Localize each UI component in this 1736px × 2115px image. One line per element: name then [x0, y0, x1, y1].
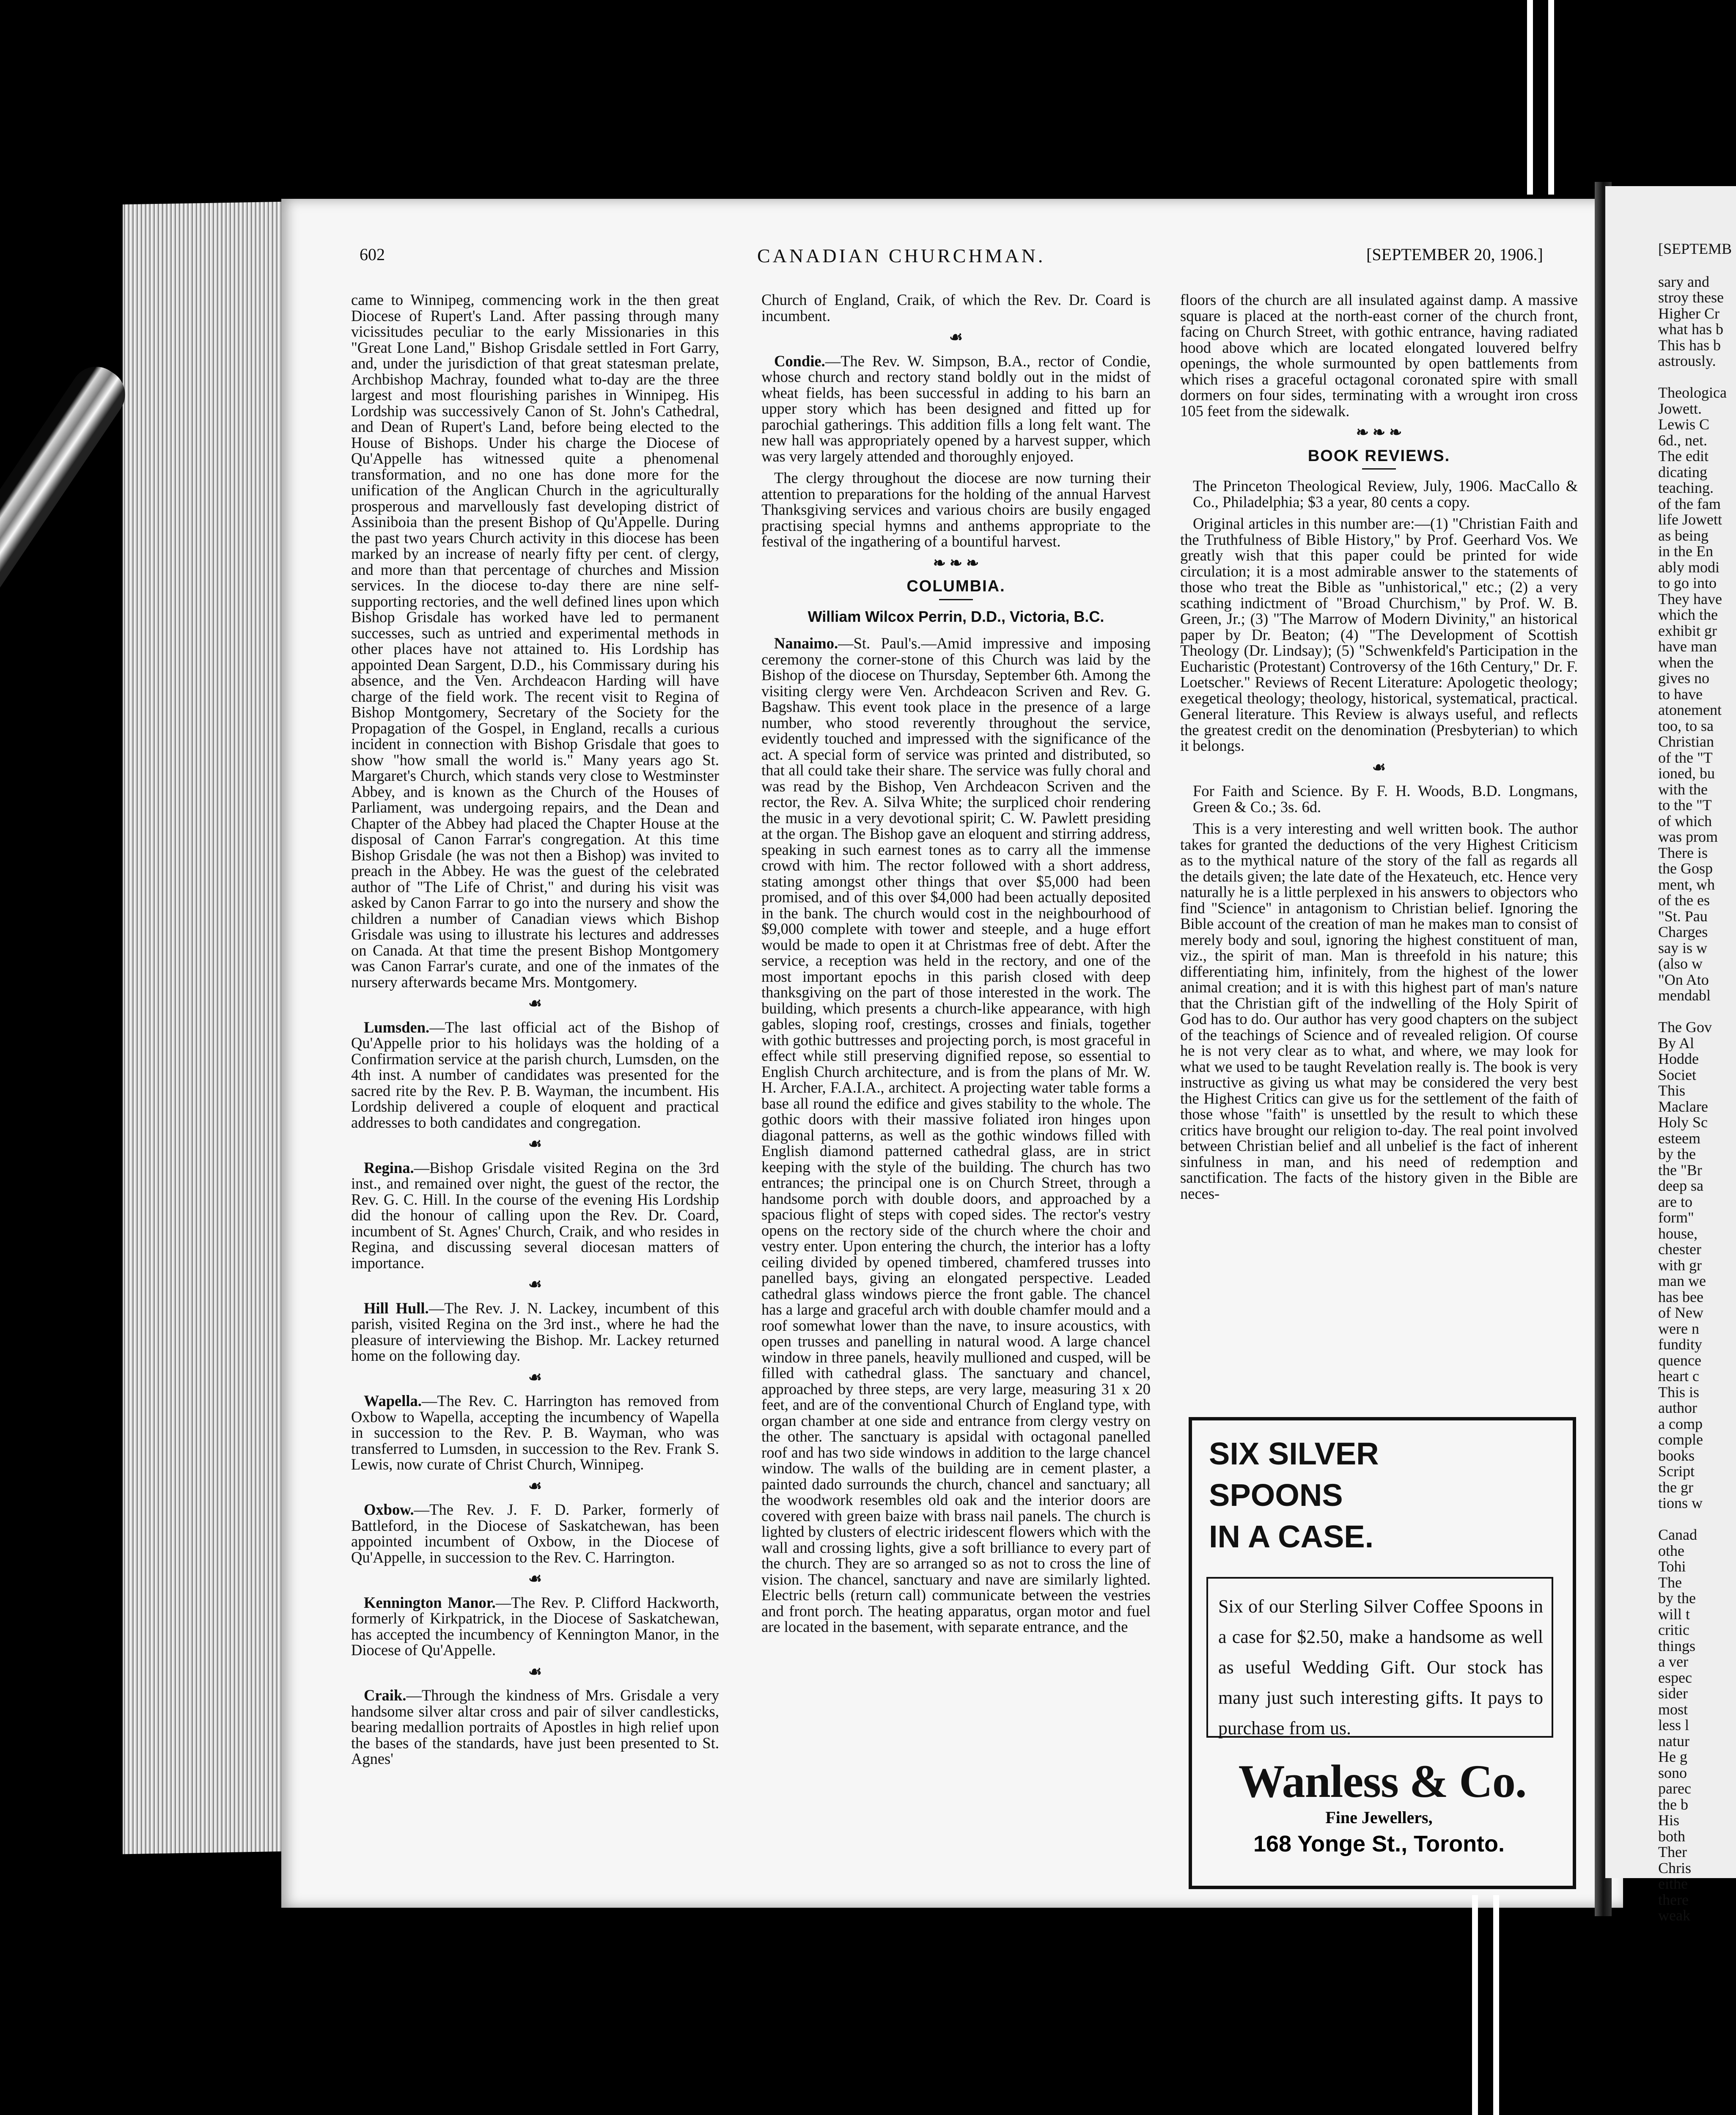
- facing-page-line: to the "T: [1658, 797, 1712, 813]
- facing-page-line: natur: [1658, 1732, 1689, 1750]
- fleuron-icon: ☙: [528, 1276, 542, 1293]
- facing-page-line: the "Br: [1658, 1161, 1702, 1178]
- ad-headline-line: SPOONS: [1209, 1478, 1343, 1513]
- facing-page-line: ment, wh: [1658, 876, 1715, 893]
- facing-page-line: Hodde: [1658, 1050, 1699, 1067]
- facing-page-line: They have: [1658, 590, 1722, 607]
- facing-page-line: with gr: [1658, 1256, 1702, 1274]
- facing-page-line: 6d., net.: [1658, 431, 1707, 449]
- facing-page-line: teaching.: [1658, 479, 1714, 496]
- facing-page-line: mendabl: [1658, 987, 1711, 1004]
- page-number: 602: [360, 245, 385, 264]
- article-paragraph: The clergy throughout the diocese are now turning their attention to preparations for the holding of the annual Harvest Thanksgiving services and various choirs are busily engaged practising special hymns and anthems appropriate to the festival of the ingathering of a bountiful harvest.: [761, 469, 1151, 550]
- facing-page-line: deep sa: [1658, 1177, 1703, 1194]
- facing-page-line: Script: [1658, 1463, 1695, 1480]
- article-paragraph: Condie.—The Rev. W. Simpson, B.A., rector of Condie, whose church and rectory stand boldly out in the midst of wheat fields, has been successful in adding to his barn an upper story which has been designed and fitted up for parochial gatherings. This addition fills a long felt want. The new hall was appropriately opened by a harvest supper, which was very largely attended and thoroughly enjoyed.: [761, 352, 1151, 465]
- article-paragraph: Regina.—Bishop Grisdale visited Regina on the 3rd inst., and remained over night, the guest of the rector, the Rev. G. C. Hill. In the course of the evening His Lordship did the honour of calling upon the Rev. Dr. Coard, incumbent of St. Agnes' Church, Craik, and who resides in Regina, and discussing several diocesan matters of importance.: [351, 1159, 719, 1272]
- divider: [1362, 468, 1396, 470]
- facing-page-line: parec: [1658, 1780, 1691, 1797]
- fleuron-icon: ☙: [528, 1570, 542, 1587]
- facing-page-line: as being: [1658, 527, 1709, 544]
- facing-page-line: (also w: [1658, 955, 1703, 972]
- facing-page-line: sider: [1658, 1685, 1688, 1702]
- facing-page-line: there: [1658, 1891, 1689, 1908]
- book-page-edges: [123, 202, 288, 1854]
- facing-page-line: the Gosp: [1658, 860, 1713, 877]
- facing-page-line: a comp: [1658, 1415, 1703, 1432]
- facing-page-line: which the: [1658, 606, 1718, 623]
- article-paragraph: Oxbow.—The Rev. J. F. D. Parker, formerly of Battleford, in the Diocese of Saskatchewan, has been appointed incumbent of Oxbow, in the Diocese of Qu'Appelle, in succession to the Rev. C. Harrington.: [351, 1501, 719, 1566]
- facing-page-line: Jowett.: [1658, 400, 1702, 417]
- facing-page-line: with the: [1658, 780, 1708, 798]
- triple-fleuron-icon: ❧ ❧ ❧: [933, 554, 979, 571]
- scanner-stripe: [1472, 1895, 1478, 2115]
- facing-page-line: were n: [1658, 1320, 1699, 1337]
- facing-page-line: author: [1658, 1399, 1697, 1416]
- pencil: [0, 357, 135, 991]
- facing-page-line: "On Ato: [1658, 971, 1709, 988]
- facing-page-line: This: [1658, 1082, 1686, 1099]
- facing-page-line: dicating: [1658, 463, 1707, 481]
- facing-page-line: most: [1658, 1700, 1688, 1718]
- facing-page-line: Ther: [1658, 1843, 1687, 1860]
- right-column: [1180, 292, 1578, 1207]
- facing-page-line: less l: [1658, 1717, 1689, 1733]
- facing-page-line: to have: [1658, 685, 1703, 703]
- facing-page-line: weak: [1658, 1907, 1690, 1924]
- article-paragraph: Nanaimo.—St. Paul's.—Amid impressive and imposing ceremony the corner-stone of this Church was laid by the Bishop of the diocese on Thursday, September 6th. Among the visiting clergy were Ven. Archdeacon Scriven and Rev. G. Bagshaw. This event took place in the presence of a large number, who stood reverently throughout the service, evidently touched and impressed with the significance of the act. A special form of service was printed and distributed, so that all could take their share. The service was fully choral and was read by the Bishop, Ven Archdeacon Scriven and the rector, the Rev. A. Silva White; the surpliced choir rendering the music in a very devotional spirit; C. W. Pawlett presiding at the organ. The Bishop gave an eloquent and stirring address, speaking in such earnest tones as to carry all the immense crowd with him. The rector followed with a short address, stating amongst other things that over $5,000 had been promised, and of this over $4,000 had been actually deposited in the bank. The church would cost in the neighbourhood of $9,000 complete with tower and steeple, and a huge effort would be made to open it at Christmas free of debt. After the service, a reception was held in the rectory, and one of the most important epochs in this parish closed with deep thanksgiving on the part of those interested in the work. The building, which presents a church-like appearance, with high gables, sloping roof, crestings, crosses and finials, together with gothic buttresses and projecting porch, is most graceful in effect while still preserving dignified repose, so essential to English Church architecture, and is from the plans of Mr. W. H. Archer, F.A.I.A., architect. A projecting water table forms a base all round the edifice and gives stability to the whole. The gothic doors with their massive foliated iron hinges upon diagonal patterns, as well as the gothic windows filled with English diamond patterned cathedral glass, are in strict keeping with the style of the building. The church has two entrances; the principal one is on Church Street, through a handsome porch with double doors, and approached by a spacious flight of steps with coped sides. The rector's vestry opens on the rectory side of the church where the choir and vestry enter. Upon entering the church, the interior has a lofty ceiling divided by opened timbered, chamfered trusses into panelled bays, giving an elongated perspective. Leaded cathedral glass windows pierce the front gable. The chancel has a large and graceful arch with double chamfer mould and a roof somewhat lower than the nave, to insure acoustics, with open trusses and panelling in natural wood. A large chancel window in three panels, heavily mullioned and cusped, will be filled with cathedral glass. The sanctuary and chancel, approached by three steps, are very large, measuring 31 x 20 feet, and are of the conventional Church of England type, with organ chamber at one side and entrance from clergy vestry on the other. The sanctuary is apsidal with octagonal panelled roof and has two side windows in addition to the large chancel window. The walls of the building are in cement plaster, a painted dado surrounds the church, chancel and sanctuary; all the woodwork resembles old oak and the interior doors are covered with green baize with brass nail panels. The church is lighted by clusters of electric iridescent flowers which with the wall and crossing lights, give a soft brilliance to every part of the church. They are so arranged so as not to cross the line of vision. The chancel, sanctuary and nave are similarly lighted. Electric bells (return call) communicate between the vestries and front porch. The heating apparatus, organ motor and fuel are located in the basement, with separate entrance, and the: [761, 634, 1151, 1635]
- article-paragraph: Wapella.—The Rev. C. Harrington has removed from Oxbow to Wapella, accepting the incumbency of Wapella in succession to the Rev. P. B. Wayman, who was transferred to Lumsden, in succession to the Rev. Frank S. Lewis, now curate of Christ Church, Winnipeg.: [351, 1392, 719, 1473]
- issue-date: [SEPTEMBER 20, 1906.]: [1366, 245, 1543, 264]
- triple-fleuron-icon: ❧ ❧ ❧: [1356, 424, 1402, 441]
- article-paragraph: Church of England, Craik, of which the Rev. Dr. Coard is incumbent.: [761, 291, 1151, 324]
- section-title: BOOK REVIEWS.: [1307, 447, 1450, 465]
- facing-page-line: say is w: [1658, 939, 1707, 956]
- section-title: COLUMBIA.: [906, 577, 1005, 595]
- review-title: For Faith and Science. By F. H. Woods, B.D. Longmans, Green & Co.; 3s. 6d.: [1193, 782, 1578, 816]
- diocese-byline: William Wilcox Perrin, D.D., Victoria, B.C.: [808, 607, 1104, 625]
- facing-page-line: of the fam: [1658, 495, 1721, 512]
- facing-page-line: sono: [1658, 1764, 1687, 1781]
- facing-page-line: both: [1658, 1827, 1686, 1845]
- facing-page-line: "St. Pau: [1658, 907, 1708, 925]
- facing-page-lines: [1658, 274, 1734, 1924]
- fleuron-icon: ☙: [528, 1477, 542, 1494]
- facing-page-line: by the: [1658, 1590, 1696, 1607]
- facing-page-line: othe: [1658, 1542, 1684, 1559]
- article-paragraph: Hill Hull.—The Rev. J. N. Lackey, incumbent of this parish, visited Regina on the 3rd inst., where he had the pleasure of interviewing the Bishop. Mr. Lackey returned home on the following day.: [351, 1299, 719, 1364]
- article-paragraph: Lumsden.—The last official act of the Bishop of Qu'Appelle prior to his holidays was the holding of a Confirmation service at the parish church, Lumsden, on the 4th inst. A number of candidates was presented for the sacred rite by the Rev. P. B. Wayman, the incumbent. His Lordship delivered a couple of eloquent and practical addresses to both candidates and congregation.: [351, 1018, 719, 1131]
- facing-page-line: in the En: [1658, 543, 1713, 560]
- facing-page-line: Christian: [1658, 733, 1714, 750]
- facing-page-line: the gr: [1658, 1478, 1693, 1496]
- facing-page-text: [1658, 241, 1734, 1924]
- facing-page-line: Maclare: [1658, 1098, 1708, 1115]
- ad-headline-line: IN A CASE.: [1209, 1519, 1374, 1554]
- ad-merchant-name: Wanless & Co.: [1238, 1755, 1527, 1807]
- facing-page-line: ably modi: [1658, 558, 1720, 576]
- facing-page-line: fundity: [1658, 1336, 1702, 1353]
- divider: [939, 599, 973, 600]
- facing-page-line: stroy these: [1658, 289, 1724, 306]
- facing-page-line: of the es: [1658, 892, 1710, 909]
- facing-page-line: ioned, bu: [1658, 765, 1715, 782]
- fleuron-icon: ☙: [1372, 758, 1386, 776]
- facing-page-line: life Jowett: [1658, 511, 1722, 528]
- facing-page-line: the b: [1658, 1796, 1688, 1813]
- facing-page-line: critic: [1658, 1621, 1689, 1638]
- facing-page-line: exhibit gr: [1658, 622, 1717, 639]
- facing-page-line: of which: [1658, 812, 1712, 830]
- facing-page-line: [1658, 1004, 1734, 1020]
- facing-page-line: Canad: [1658, 1526, 1697, 1543]
- facing-page-line: astrously.: [1658, 352, 1716, 369]
- facing-page-line: Chris: [1658, 1859, 1692, 1876]
- facing-page-line: tions w: [1658, 1494, 1703, 1511]
- review-paragraph: This is a very interesting and well written book. The author takes for granted the deductions of the very Highest Criticism as to the mythical nature of the story of the fall as regards all the details given; the late date of the Hexateuch, etc. Hence very naturally he is a little perplexed in his answers to objectors who find "Science" in antagonism to Christian belief. Ignoring the Bible account of the creation of man he makes man to consist of merely body and soul, ignoring the highest constituent of man, viz., the spirit of man. Man is threefold in his nature; this differentiating him, infinitely, from the highest of the lower animal creation; and it is with this highest part of man's nature that the Christian gift of the indwelling of the Holy Spirit of God has to do. Our author has very good chapters on the subject of the teachings of Science and of revealed religion. Of course he is not very clear as to what, and where, we may look for what we used to be taught Revelation really is. The book is very instructive as giving us what may be considered the very best the Highest Critics can give us for the settlement of the faith of those whose "faith" is unsettled by the result to which these critics have brought our religion to-day. The real point involved between Christian belief and all unbelief is the fact of inherent sinfulness in man, and his need of redemption and sanctification. The facts of the history given in the Bible are neces-: [1180, 820, 1578, 1202]
- ad-trade: Fine Jewellers,: [1325, 1808, 1433, 1827]
- facing-page-line: Higher Cr: [1658, 305, 1720, 322]
- facing-page-line: things: [1658, 1637, 1696, 1654]
- facing-page-line: a ver: [1658, 1653, 1688, 1670]
- facing-page-line: have man: [1658, 638, 1717, 655]
- left-column: [351, 292, 719, 1773]
- facing-page-line: by the: [1658, 1145, 1696, 1162]
- facing-page-line: of the "T: [1658, 749, 1713, 766]
- facing-page-line: [1658, 369, 1734, 385]
- middle-column: [761, 292, 1151, 1641]
- facing-page-line: esteem: [1658, 1129, 1700, 1147]
- facing-page-line: of New: [1658, 1304, 1703, 1321]
- facing-page-line: are to: [1658, 1193, 1692, 1210]
- facing-page-line: heart c: [1658, 1368, 1699, 1384]
- facing-page-line: what has b: [1658, 321, 1723, 338]
- facing-page-line: books: [1658, 1447, 1695, 1464]
- ad-headline-line: SIX SILVER: [1209, 1436, 1379, 1471]
- facing-page-line: was prom: [1658, 828, 1718, 845]
- masthead-title: CANADIAN CHURCHMAN.: [757, 245, 1046, 266]
- fleuron-icon: ☙: [528, 995, 542, 1012]
- scanner-stripe: [1548, 0, 1554, 195]
- facing-page-line: espec: [1658, 1669, 1692, 1686]
- fleuron-icon: ☙: [528, 1663, 542, 1680]
- facing-page-line: Holy Sc: [1658, 1114, 1708, 1131]
- facing-page-line: when the: [1658, 654, 1714, 671]
- ad-headline: [1209, 1433, 1556, 1557]
- fleuron-icon: ☙: [528, 1135, 542, 1152]
- article-paragraph: came to Winnipeg, commencing work in the then great Diocese of Rupert's Land. After passing through many vicissitudes peculiar to the early Missionaries in this "Great Lone Land," Bishop Grisdale settled in Fort Garry, and, under the jurisdiction of that great statesman prelate, Archbishop Machray, founded what to-day are the three largest and most flourishing parishes in Winnipeg. His Lordship was successively Canon of St. John's Cathedral, and Dean of Rupert's Land, before being elected to the House of Bishops. Under his charge the Diocese of Qu'Appelle has witnessed quite a phenomenal transformation, and no one has done more for the unification of the Anglican Church in the agriculturally prosperous and marvellously fast developing district of Assiniboia than the present Bishop of Qu'Appelle. During the past two years Church activity in this diocese has been marked by an increase of nearly fifty per cent. of clergy, and more than that percentage of churches and Mission services. In the diocese to-day there are nine self-supporting rectories, and the well defined lines upon which Bishop Grisdale has worked have led to permanent successes, such as untried and experimental methods in other places have not attained to. His Lordship has appointed Dean Sargent, D.D., his Commissary during his absence, and the Ven. Archdeacon Harding will have charge of the field work. The recent visit to Regina of Bishop Montgomery, Secretary of the Society for the Propagation of the Gospel, in England, recalls a curious incident in connection with Bishop Grisdale that goes to show "how small the world is." Many years ago St. Margaret's Church, which stands very close to Westminster Abbey, and is known as the Church of the Houses of Parliament, was undergoing repairs, and the Dean and Chapter of the Abbey had placed the Chapter House at the disposal of Canon Farrar's congregation. At this time Bishop Grisdale (he was not then a Bishop) was invited to preach in the Abbey. He was the guest of the celebrated author of "The Life of Christ," and during his visit was asked by Canon Farrar to go into the nursery and show the children a number of Canadian views which Bishop Grisdale was using to illustrate his lectures and addresses on Canada. At that time the present Bishop Montgomery was Canon Farrar's curate, and one of the inmates of the nursery afterwards became Mrs. Montgomery.: [351, 291, 719, 991]
- advertisement: [1189, 1417, 1576, 1889]
- facing-page-line: atonement: [1658, 701, 1722, 718]
- facing-page-line: sary and: [1658, 273, 1709, 290]
- facing-page-line: He g: [1658, 1748, 1687, 1765]
- facing-page-line: The edit: [1658, 448, 1709, 464]
- facing-page-line: Tohi: [1658, 1558, 1686, 1575]
- ad-address: 168 Yonge St., Toronto.: [1253, 1831, 1505, 1857]
- facing-page-line: will t: [1658, 1605, 1690, 1623]
- fleuron-icon: ☙: [528, 1368, 542, 1386]
- facing-page-line: By Al: [1658, 1034, 1695, 1052]
- facing-page-line: man we: [1658, 1272, 1706, 1289]
- facing-page-line: eithe: [1658, 1875, 1688, 1892]
- facing-page-line: Theologica: [1658, 384, 1727, 401]
- facing-page-line: gives no: [1658, 670, 1709, 687]
- ad-body: Six of our Sterling Silver Coffee Spoons in a case for $2.50, make a handsome as well as useful Wedding Gift. Our stock has many just such interesting gifts. It pays to purchase from us.: [1206, 1577, 1553, 1738]
- facing-page-line: There is: [1658, 844, 1708, 861]
- fleuron-icon: ☙: [949, 329, 963, 346]
- facing-page-line: Lewis C: [1658, 416, 1709, 433]
- facing-page-line: has bee: [1658, 1288, 1703, 1305]
- article-paragraph: floors of the church are all insulated against damp. A massive square is placed at the north-east corner of the church front, facing on Church Street, with gothic entrance, having radiated hood above which are located elongated louvered belfry openings, the whole surmounted by open battlements from which rises a graceful octagonal coronated spire with small dormers on four sides, terminating with a wrought iron cross 105 feet from the sidewalk.: [1180, 291, 1578, 420]
- article-paragraph: Craik.—Through the kindness of Mrs. Grisdale a very handsome silver altar cross and pair of silver candlesticks, bearing medallion portraits of Apostles in high relief upon the bases of the standards, have just been presented to St. Agnes': [351, 1687, 719, 1767]
- article-paragraph: Kennington Manor.—The Rev. P. Clifford Hackworth, formerly of Kirkpatrick, in the Diocese of Saskatchewan, has accepted the incumbency of Kennington Manor, in the Diocese of Qu'Appelle.: [351, 1593, 720, 1659]
- facing-page-line: to go into: [1658, 574, 1717, 591]
- facing-page-header: [SEPTEMB: [1658, 241, 1732, 257]
- scanner-stripe: [1527, 0, 1533, 195]
- facing-page-line: The Gov: [1658, 1019, 1712, 1036]
- facing-page-line: This is: [1658, 1383, 1700, 1401]
- facing-page-line: form": [1658, 1209, 1694, 1226]
- facing-page-line: chester: [1658, 1241, 1701, 1258]
- facing-page-line: quence: [1658, 1351, 1701, 1369]
- facing-page-line: This has b: [1658, 336, 1721, 354]
- facing-page-line: His: [1658, 1812, 1680, 1829]
- facing-page-line: [1658, 1511, 1734, 1527]
- facing-page-line: Charges: [1658, 923, 1708, 940]
- scanner-stripe: [1493, 1895, 1499, 2115]
- review-title: The Princeton Theological Review, July, 1906. MacCallo & Co., Philadelphia; $3 a year, 80 cents a copy.: [1193, 477, 1578, 511]
- facing-page-line: comple: [1658, 1431, 1703, 1448]
- facing-page-line: too, to sa: [1658, 717, 1714, 734]
- facing-page-line: The: [1658, 1574, 1682, 1591]
- facing-page-line: house,: [1658, 1225, 1698, 1242]
- review-paragraph: Original articles in this number are:—(1) "Christian Faith and the Truthfulness of Bible History," by Prof. Geerhard Vos. We greatly wish that this paper could be printed for wide circulation; it is a most admirable answer to the statements of those who treat the Bible as "unhistorical," etc.; (2) a very scathing indictment of "Broad Churchism," by Prof. W. B. Green, Jr.; (3) "The Marrow of Modern Divinity," an historical paper by Dr. Beaton; (4) "The Development of Scottish Theology (Dr. Lindsay); (5) "Schwenkfeld's Participation in the Eucharistic (Protestant) Controversy of the 16th Century," Dr. F. Loetscher." Reviews of Recent Literature: Apologetic theology; exegetical theology; theology, historical, systematical, practical. General literature. This Review is always useful, and reflects the greatest credit on the denomination (Presbyterian) to which it belongs.: [1180, 515, 1578, 754]
- facing-page-line: Societ: [1658, 1066, 1696, 1083]
